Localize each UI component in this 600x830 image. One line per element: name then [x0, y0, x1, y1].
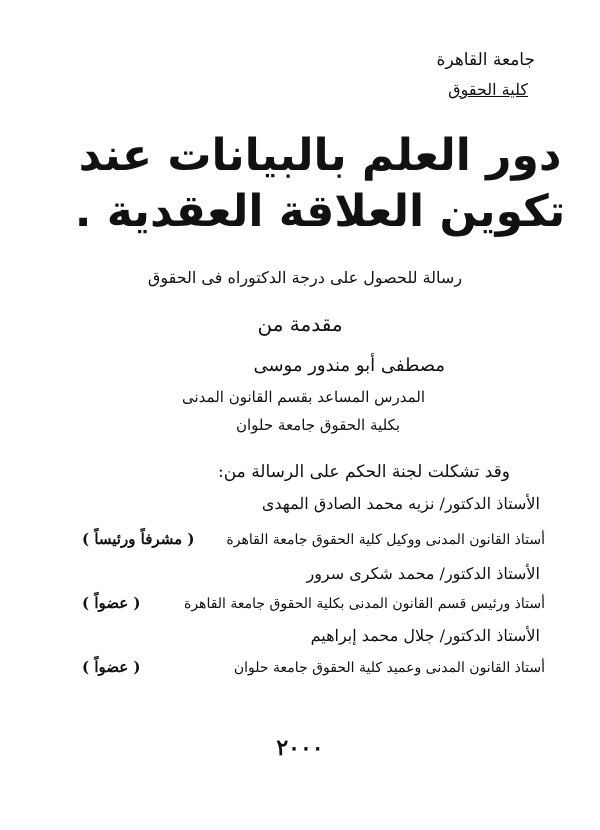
committee-member-name: الأستاذ الدكتور/ جلال محمد إبراهيم [310, 626, 540, 645]
presented-by-label: مقدمة من [257, 312, 343, 336]
committee-member-description: أستاذ ورئيس قسم القانون المدنى بكلية الحقوق جامعة القاهرة [184, 596, 545, 612]
university-name: جامعة القاهرة [436, 50, 535, 70]
committee-member-role: ( عضواً ) [82, 658, 141, 676]
author-name: مصطفى أبو مندور موسى [253, 355, 445, 376]
committee-member-description: أستاذ القانون المدنى وعميد كلية الحقوق جامعة حلوان [233, 660, 545, 676]
committee-member-name: الأستاذ الدكتور/ نزيه محمد الصادق المهدى [261, 494, 540, 513]
committee-member-name: الأستاذ الدكتور/ محمد شكرى سرور [306, 564, 540, 583]
degree-subtitle: رسالة للحصول على درجة الدكتوراه فى الحقوق [147, 268, 463, 287]
author-faculty: بكلية الحقوق جامعة حلوان [235, 416, 400, 434]
committee-member-role: ( عضواً ) [82, 594, 141, 612]
author-position: المدرس المساعد بقسم القانون المدنى [181, 388, 425, 406]
faculty-name: كلية الحقوق [448, 80, 528, 99]
thesis-title-line-1: دور العلم بالبيانات عند [78, 130, 562, 181]
committee-member-description: أستاذ القانون المدنى ووكيل كلية الحقوق جامعة القاهرة [226, 532, 545, 548]
thesis-title-line-2: تكوين العلاقة العقدية . [74, 186, 566, 237]
committee-heading: وقد تشكلت لجنة الحكم على الرسالة من: [218, 462, 510, 482]
publication-year: ٢٠٠٠ [276, 735, 324, 761]
committee-member-role: ( مشرفاً ورئيساً ) [82, 530, 195, 548]
